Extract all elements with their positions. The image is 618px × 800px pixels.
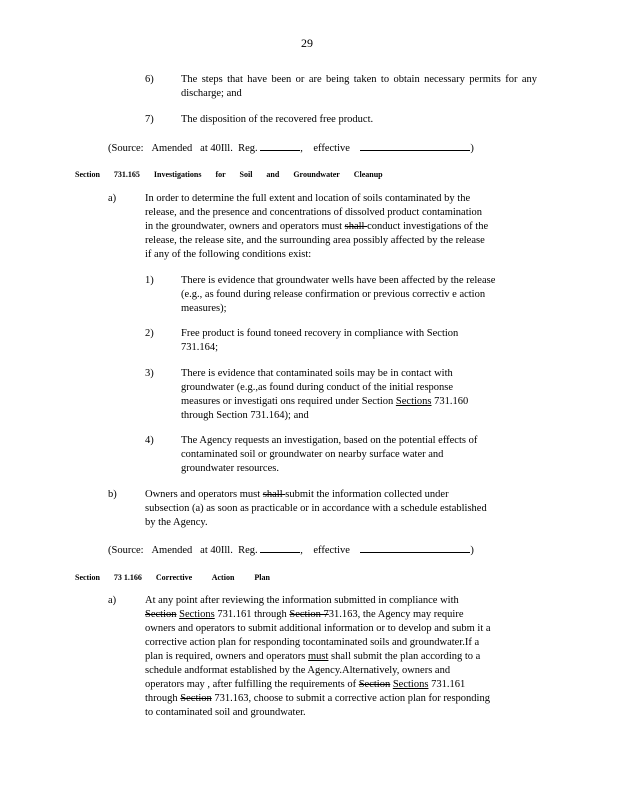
list-number: 7) [145, 114, 154, 125]
subsection-text: At any point after reviewing the information submitted in compliance with Section Sections 731.161 through Section 731.163, the Agency may require owners and operators to submit additional information or to develop and subm it a corrective action plan for responding tocontaminated soils and groundwater.If a plan is required, owners and operators must shall submit the plan according to a schedule andformat established by the Agency.Alternatively, owners and operators may , after fulfilling the requirements of Section Sections 731.161 through Section 731.163, choose to submit a corrective action plan for responding to contaminated soil and groundwater. [145, 595, 491, 718]
list-number: 3) [145, 368, 154, 379]
page-number: 29 [301, 36, 313, 50]
list-number: 1) [145, 275, 154, 286]
list-item-text: The disposition of the recovered free product. [181, 114, 374, 125]
subsection-text: In order to determine the full extent and location of soils contaminated by the release, and the presence and concentrations of dissolved product contamination in the groundwater, owners and operators must shall conduct investigations of the release, the release site, and the surrounding area possibly affected by the release if any of the following conditions exist: [145, 193, 489, 260]
subsection-text: Owners and operators must shall submit the information collected under subsection (a) as soon as practicable or in accordance with a schedule established by the Agency. [145, 489, 487, 528]
list-item-text: Free product is found toneed recovery in compliance with Section 731.164; [181, 328, 459, 353]
section-heading: Section 73 1.166 Corrective Action Plan [75, 573, 270, 582]
source-note: (Source: Amended at 40Ill. Reg. , effective ) [108, 542, 474, 558]
list-number: 6) [145, 74, 154, 85]
list-number: 2) [145, 328, 154, 339]
subsection-label: b) [108, 489, 117, 500]
list-item-text: There is evidence that groundwater wells have been affected by the release (e.g., as found during release confirmation or previous correctiv e action measures); [181, 275, 496, 314]
subsection-label: a) [108, 595, 117, 606]
list-item-text: There is evidence that contaminated soils may be in contact with groundwater (e.g.,as found during conduct of the initial response measures or investigati ons required under Section Sections 731.160 through Section 731.164); and [181, 368, 469, 421]
section-heading: Section 731.165 Investigations for Soil and Groundwater Cleanup [75, 170, 383, 179]
list-item-text: The Agency requests an investigation, based on the potential effects of contaminated soil or groundwater on nearby surface water and groundwater resources. [181, 435, 478, 474]
list-item-text: The steps that have been or are being taken to obtain necessary permits for any discharge; and [181, 74, 537, 99]
subsection-label: a) [108, 193, 117, 204]
source-note: (Source: Amended at 40Ill. Reg. , effective ) [108, 140, 474, 156]
list-number: 4) [145, 435, 154, 446]
